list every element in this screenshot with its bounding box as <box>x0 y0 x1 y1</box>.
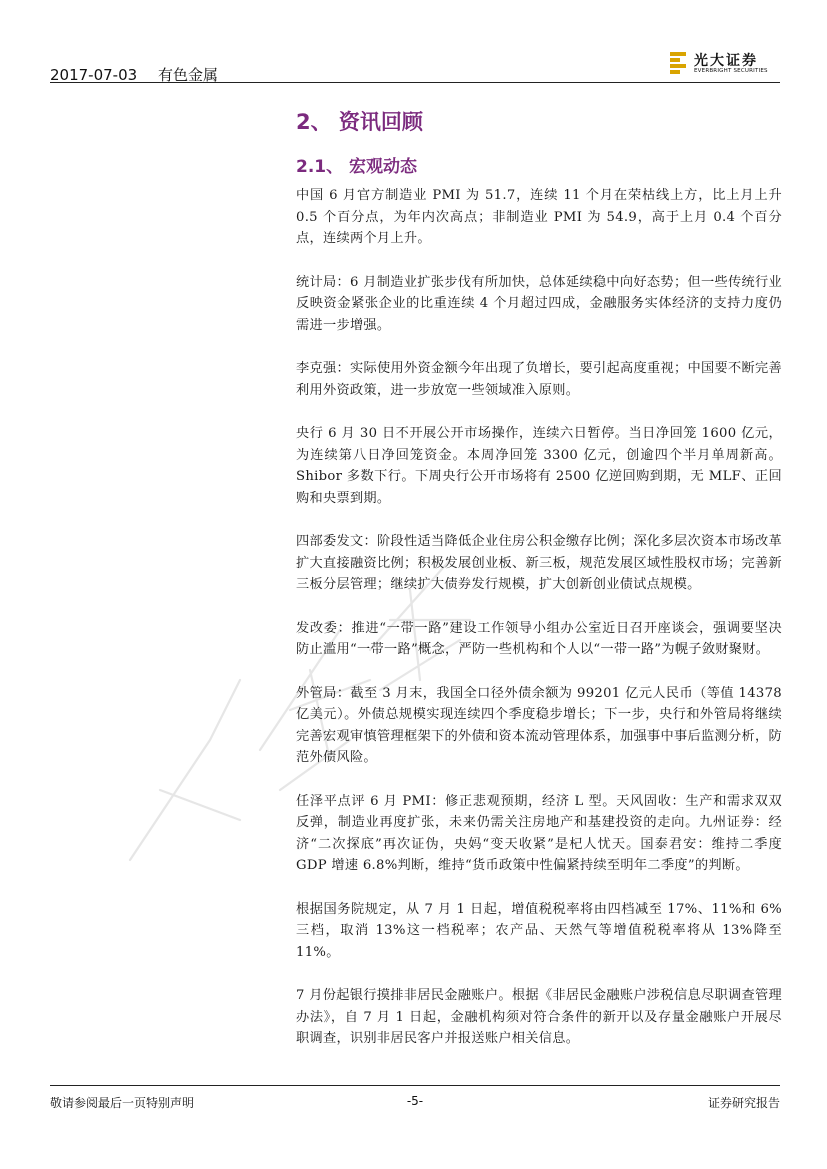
news-paragraph: 外管局：截至 3 月末，我国全口径外债余额为 99201 亿元人民币（等值 14378 亿美元）。外债总规模实现连续四个季度稳步增长；下一步，央行和外管局将继续完善宏观审慎管理框架下的外债和资本流动管理体系，加强事中事后监测分析，防范外债风险。 <box>296 685 782 765</box>
report-date: 2017-07-03 <box>50 66 138 84</box>
main-content <box>296 106 782 1072</box>
news-paragraph: 中国 6 月官方制造业 PMI 为 51.7，连续 11 个月在荣枯线上方，比上月上升 0.5 个百分点，为年内次高点；非制造业 PMI 为 54.9，高于上月 0.4 个百分点，连续两个月上升。 <box>296 188 782 246</box>
news-paragraph: 央行 6 月 30 日不开展公开市场操作，连续六日暂停。当日净回笼 1600 亿元，为连续第八日净回笼资金。本周净回笼 3300 亿元，创逾四个半月单周新高。Shibor 多数下行。下周央行公开市场将有 2500 亿逆回购到期，无 MLF、正回购和央票到期。 <box>296 426 782 506</box>
logo-text-en: EVERBRIGHT SECURITIES <box>694 68 768 74</box>
page-header <box>50 53 780 84</box>
footer-disclaimer: 敬请参阅最后一页特别声明 <box>50 1096 195 1110</box>
footer-divider <box>50 1085 780 1086</box>
logo-icon <box>670 52 686 74</box>
footer-report-type: 证券研究报告 <box>707 1096 780 1110</box>
company-logo <box>670 50 780 80</box>
news-paragraph: 统计局：6 月制造业扩张步伐有所加快，总体延续稳中向好态势；但一些传统行业反映资金紧张企业的比重连续 4 个月超过四成，金融服务实体经济的支持力度仍需进一步增强。 <box>296 274 782 333</box>
page-footer <box>50 1094 780 1112</box>
report-sector: 有色金属 <box>157 66 218 84</box>
news-paragraph: 7 月份起银行摸排非居民金融账户。根据《非居民金融账户涉税信息尽职调查管理办法》，自 7 月 1 日起，金融机构须对符合条件的新开以及存量金融账户开展尽职调查，识别非居民客户并报送账户相关信息。 <box>296 988 782 1046</box>
header-divider <box>50 82 780 83</box>
section-subtitle: 2.1、 宏观动态 <box>296 157 418 177</box>
news-paragraph: 根据国务院规定，从 7 月 1 日起，增值税税率将由四档减至 17%、11%和 6%三档，取消 13%这一档税率；农产品、天然气等增值税税率将从 13%降至 11%。 <box>296 901 782 960</box>
news-paragraph: 李克强：实际使用外资金额今年出现了负增长，要引起高度重视；中国要不断完善利用外资政策，进一步放宽一些领域准入原则。 <box>296 361 782 398</box>
news-paragraph: 任泽平点评 6 月 PMI：修正悲观预期，经济 L 型。天风固收：生产和需求双双反弹，制造业再度扩张，未来仍需关注房地产和基建投资的走向。九州证券：经济“二次探底”再次证伪，央妈“变天收紧”是杞人忧天。国泰君安：维持二季度 GDP 增速 6.8%判断，维持“货币政策中性偏紧持续至明年二季度”的判断。 <box>296 793 782 873</box>
news-paragraph: 发改委：推进“一带一路”建设工作领导小组办公室近日召开座谈会，强调要坚决防止滥用“一带一路”概念，严防一些机构和个人以“一带一路”为幌子敛财聚财。 <box>296 620 782 657</box>
section-title: 2、 资讯回顾 <box>296 110 423 134</box>
logo-text-cn: 光大证券 <box>694 53 758 69</box>
page-number: -5- <box>406 1094 424 1108</box>
news-paragraph: 四部委发文：阶段性适当降低企业住房公积金缴存比例；深化多层次资本市场改革扩大直接融资比例；积极发展创业板、新三板，规范发展区域性股权市场；完善新三板分层管理；继续扩大债券发行规模，扩大创新创业债试点规模。 <box>296 534 782 592</box>
